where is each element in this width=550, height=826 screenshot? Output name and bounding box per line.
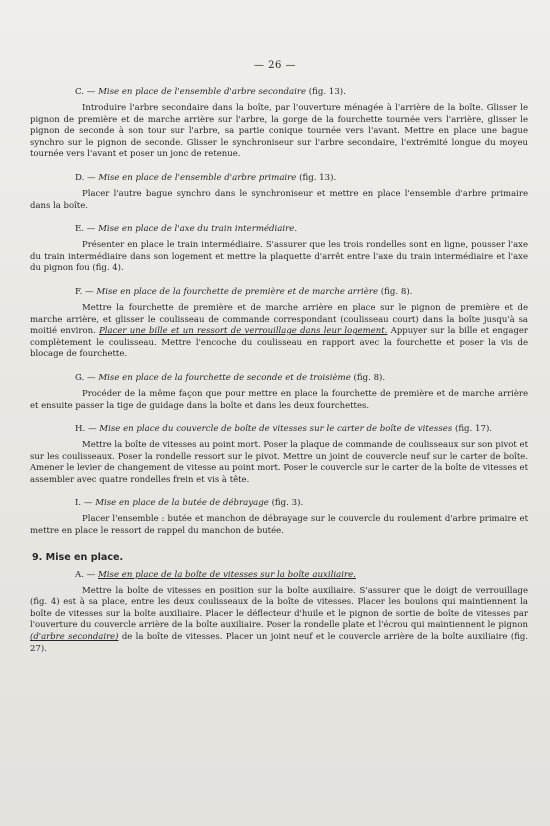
paragraph-text: Procéder de la même façon que pour mettre en place la fourchette de première et de marche arrière et ensuite passer la tige de guidage dans la boîte et dans les deux fourchettes.: [30, 388, 528, 411]
paragraph-text: Mettre la boîte de vitesses en position sur la boîte auxiliaire. S'assurer que le doigt de verrouillage (fig. 4) est à sa place, entre les deux coulisseaux de la boîte de vitesses. Placer les boulons qui maintiennent la boîte de vitesses sur la boîte auxiliaire. Placer le déflecteur d'huile et le pignon de sortie de boîte de vitesses par l'ouverture du couvercle arrière de la boîte auxiliaire. Poser la rondelle plate et l'écrou qui maintiennent le pignon: [30, 585, 528, 631]
emphasized-text: Placer une bille et un ressort de verrouillage dans leur logement.: [99, 326, 388, 337]
paragraph-text: Présenter en place le train intermédiaire. S'assurer que les trois rondelles sont en ligne, pousser l'axe du train intermédiaire dans son logement et mettre la plaquette d'arrêt entre l'axe du train intermédiaire et l'axe du pignon fou (fig. 4).: [30, 240, 528, 274]
section-letter: D. —: [75, 172, 96, 183]
section-heading: [75, 172, 528, 184]
main-heading: 9. Mise en place.: [32, 551, 124, 563]
section-letter: I. —: [75, 498, 93, 509]
figure-reference: (fig. 13).: [308, 87, 346, 97]
figure-reference: (fig. 8).: [353, 372, 386, 383]
section-paragraph: [30, 389, 528, 412]
paragraph-text: Mettre la boîte de vitesses au point mort. Poser la plaque de commande de coulisseaux sur son pivot et sur les coulisseaux. Poser la rondelle ressort sur le pivot. Mettre un joint de couvercle neuf sur le carter de boîte. Amener le levier de changement de vitesse au point mort. Poser le couvercle sur le carter de la boîte de vitesses et assembler avec quatre rondelles frein et vis à tête.: [30, 440, 528, 485]
section-heading-a: [75, 569, 528, 581]
section-letter: A. —: [75, 569, 96, 580]
section-title: Mise en place de la butée de débrayage: [95, 498, 269, 509]
section-title: Mise en place de la fourchette de première et de marche arrière: [96, 286, 379, 297]
paragraph-text: Mettre la fourchette de première et de marche arrière en place sur le pignon de première et de marche arrière, et glisser le coulisseau de commande correspondant (coulisseau court) dans la boîte jusqu'à sa moitié environ.: [30, 302, 528, 337]
page-number: — 26 —: [253, 60, 297, 71]
section-paragraph: [30, 303, 528, 361]
section-paragraph: [30, 514, 528, 537]
figure-reference: (fig. 3).: [271, 498, 304, 509]
paragraph-text: Placer l'ensemble : butée et manchon de débrayage sur le couvercle du roulement d'arbre primaire et mettre en place le ressort de rappel du manchon de butée.: [30, 514, 528, 537]
paragraph-text: de la boîte de vitesses. Placer un joint neuf et le couvercle arrière de la boîte auxiliaire (fig. 27).: [30, 632, 529, 654]
section-title: Mise en place de la boîte de vitesses sur la boîte auxiliaire.: [98, 569, 356, 580]
section-title: Mise en place du couvercle de boîte de vitesses sur le carter de boîte de vitesses: [99, 424, 453, 435]
paragraph-text: Placer l'autre bague synchro dans le synchroniseur et mettre en place l'ensemble d'arbre primaire dans la boîte.: [30, 188, 528, 211]
paragraph-text: Appuyer sur la bille et engager complètement le coulisseau. Mettre l'encoche du coulisseau en rapport avec la fourchette et poser la vis de blocage de fourchette.: [30, 326, 528, 360]
section-letter: E. —: [75, 224, 96, 235]
section-letter: F. —: [75, 286, 94, 297]
figure-reference: (fig. 8).: [380, 286, 413, 297]
section-paragraph: [30, 240, 528, 275]
section-paragraph-a: [30, 586, 528, 656]
section-heading: [75, 497, 528, 509]
emphasized-text: (d'arbre secondaire): [30, 632, 119, 643]
section-heading: [75, 286, 528, 298]
section-paragraph: [30, 103, 528, 161]
section-paragraph: [30, 440, 528, 486]
section-heading: [75, 86, 528, 98]
section-title: Mise en place de l'axe du train intermédiaire.: [98, 224, 298, 235]
document-body: [30, 86, 528, 666]
paragraph-text: Introduire l'arbre secondaire dans la boîte, par l'ouverture ménagée à l'arrière de la boîte. Glisser le pignon de première et de marche arrière sur l'arbre, la gorge de la fourchette tournée vers l'arrière, glisser le pignon de seconde à son tour sur l'arbre, sa partie conique tournée vers l'avant. Mettre en place une bague synchro sur le pignon de seconde. Glisser le synchroniseur sur l'arbre secondaire, l'extrémité longue du moyeu tournée vers l'avant et poser un jonc de retenue.: [30, 103, 528, 160]
section-paragraph: [30, 189, 528, 212]
section-title: Mise en place de la fourchette de seconde et de troisième: [98, 372, 351, 383]
section-title: Mise en place de l'ensemble d'arbre secondaire: [98, 87, 307, 97]
section-heading: [75, 223, 528, 235]
figure-reference: (fig. 17).: [454, 424, 493, 435]
section-letter: H. —: [75, 424, 97, 435]
section-heading: [75, 423, 528, 435]
figure-reference: (fig. 13).: [299, 172, 337, 183]
section-letter: G. —: [75, 372, 96, 383]
sections-list: [30, 86, 528, 538]
section-heading: [75, 372, 528, 384]
section-title: Mise en place de l'ensemble d'arbre primaire: [98, 172, 297, 183]
section-letter: C. —: [75, 87, 96, 97]
